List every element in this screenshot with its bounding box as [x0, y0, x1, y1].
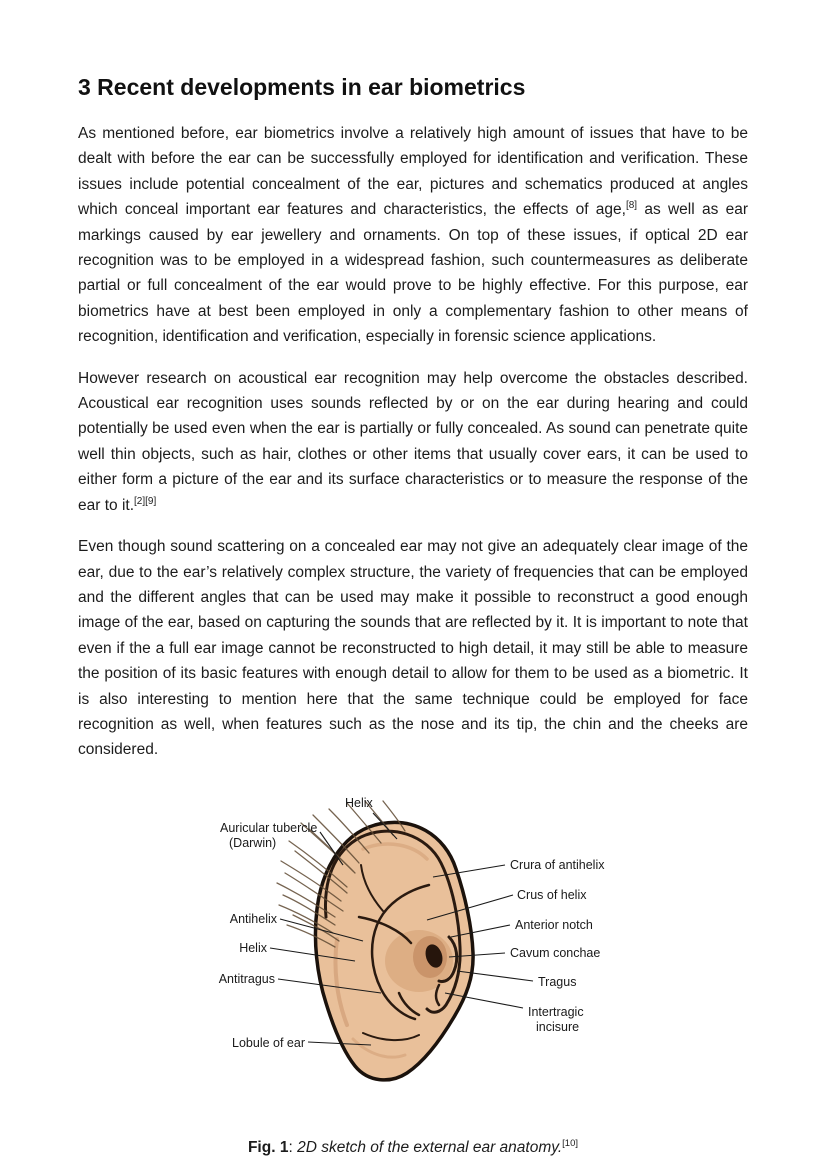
citation-ref-2-9: [2][9]: [134, 495, 157, 507]
label-lobule-of-ear: Lobule of ear: [232, 1035, 305, 1050]
paragraph-2: [78, 366, 748, 518]
paragraph-3: [78, 534, 748, 763]
label-cavum-conchae: Cavum conchae: [510, 945, 601, 960]
label-helix-top: Helix: [345, 795, 373, 810]
ear-anatomy-figure: [78, 789, 748, 1089]
label-crura-of-antihelix: Crura of antihelix: [510, 857, 605, 872]
label-intertragic-1: Intertragic: [528, 1004, 584, 1019]
label-antitragus: Antitragus: [218, 971, 275, 986]
figure-caption: [78, 1139, 748, 1157]
paragraph-1-text: As mentioned before, ear biometrics involve a relatively high amount of issues that have to be dealt with before the ear can be successfully employed for identification and verification. These issues include potential concealment of the ear, pictures and schematics produced at angles which conceal important ear features and characteristics, the effects of age,: [78, 125, 748, 219]
paragraph-2-text: However research on acoustical ear recognition may help overcome the obstacles described. Acoustical ear recognition uses sounds reflected by or on the ear during hearing and could potentially be used even when the ear is partially or fully concealed. As sound can penetrate quite well thin objects, such as hair, clothes or other items that usually cover ears, it can be used to either form a picture of the ear and its surface characteristics or to measure the response of the ear to it.: [78, 369, 748, 514]
label-helix-left: Helix: [239, 940, 267, 955]
citation-ref-10: [10]: [562, 1137, 579, 1149]
paragraph-3-text: Even though sound scattering on a concealed ear may not give an adequately clear image of the ear, due to the ear’s relatively complex structure, the variety of frequencies that can be employed and the different angles that can be used may make it possible to reconstruct a good enough image of the ear, based on capturing the sounds that are reflected by it. It is important to note that even if the a full ear image cannot be reconstructed to high detail, it may still be able to measure the position of its basic features with enough detail to allow for them to be used as a biometric. It is also interesting to mention here that the same technique could be employed for face recognition as well, when features such as the nose and its tip, the chin and the cheeks are considered.: [78, 538, 748, 759]
figure-caption-separator: :: [288, 1138, 298, 1156]
label-auricular-tubercle-2: (Darwin): [229, 835, 277, 850]
label-intertragic-2: incisure: [536, 1019, 580, 1034]
paragraph-1-text-cont: as well as ear markings caused by ear jewellery and ornaments. On top of these issues, if optical 2D ear recognition was to be employed in a widespread fashion, such countermeasures as deliberate partial or full concealment of the ear would prove to be highly effective. For this purpose, ear biometrics have at best been employed in only a complementary fashion to other means of recognition, identification and verification, especially in forensic science applications.: [78, 201, 748, 346]
figure-caption-label: Fig. 1: [247, 1138, 289, 1156]
figure-caption-text: 2D sketch of the external ear anatomy.: [297, 1138, 563, 1156]
label-tragus: Tragus: [538, 974, 577, 989]
paragraph-1: [78, 121, 748, 350]
label-anterior-notch: Anterior notch: [515, 917, 593, 932]
citation-ref-8: [8]: [625, 200, 638, 212]
ear-anatomy-illustration: [213, 789, 613, 1089]
label-crus-of-helix: Crus of helix: [517, 887, 587, 902]
section-heading: 3 Recent developments in ear biometrics: [78, 74, 526, 100]
label-auricular-tubercle-1: Auricular tubercle: [220, 820, 318, 835]
label-antihelix: Antihelix: [229, 911, 277, 926]
